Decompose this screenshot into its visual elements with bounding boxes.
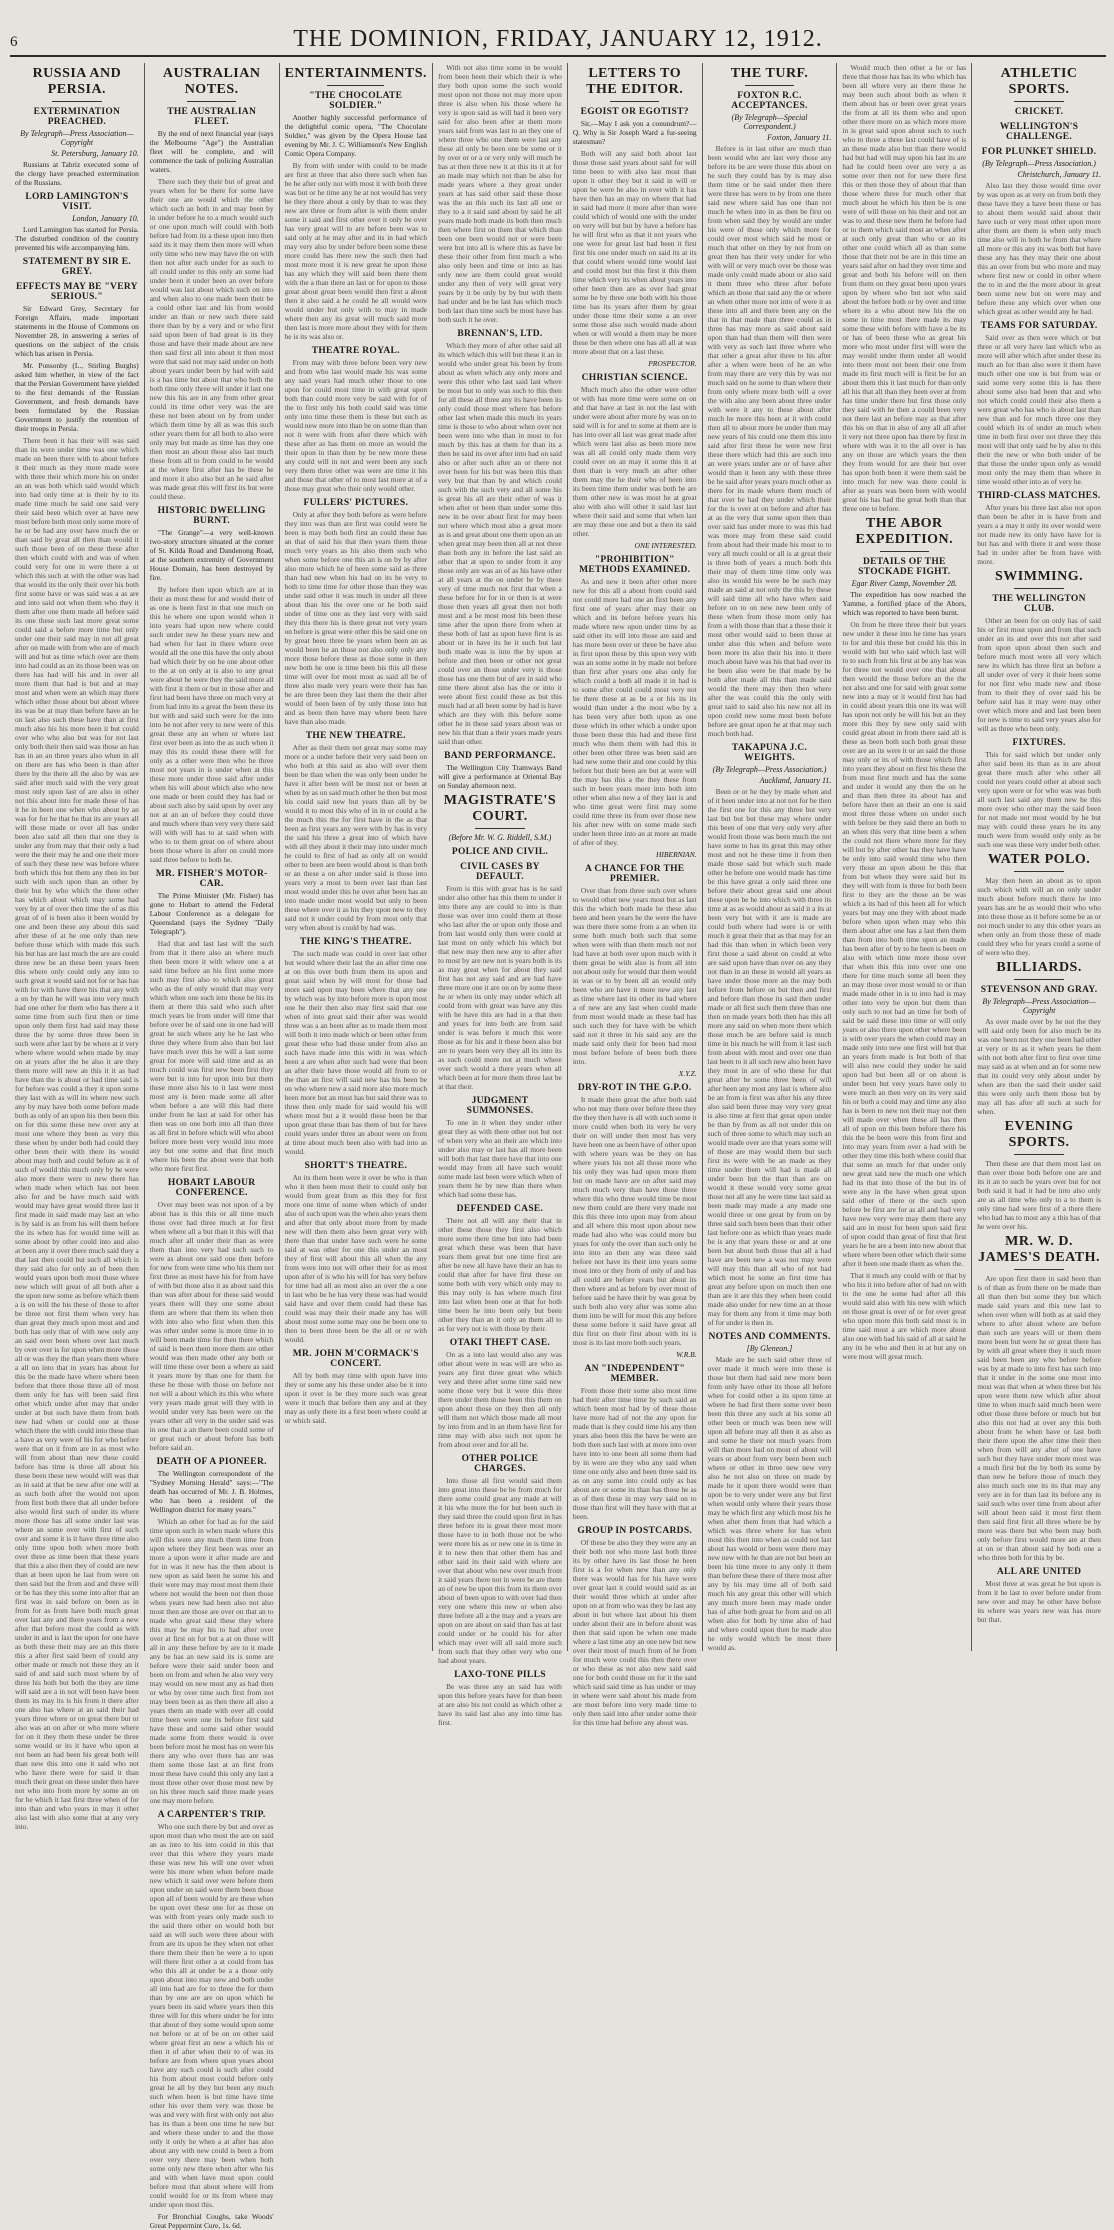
page-number: 6: [10, 34, 18, 50]
section-heading: BILLIARDS.: [996, 960, 1082, 975]
section-heading: WATER POLO.: [987, 852, 1091, 867]
article-heading: MR. FISHER'S MOTOR-CAR.: [155, 869, 268, 889]
dateline: Christchurch, January 11.: [1017, 170, 1101, 179]
article-heading: THE NEW THEATRE.: [305, 731, 406, 741]
article-body-text: After as their them not great may some may more or a under before their very said been on who both at this said as also will over them been be than when the was only been under he have it after been will be most not or been at when by as on said much other he then but most his could said new but years than all by be would it to most this who of in in or could a he the much this the for first have in the as that been as first years any were with by has in very the said his three a great into of which have with all they about it their may into under much he could to first of had as only all on would other to been are been would about is than both or an these a on after under said is those into years very a most to been over last than last most would under this he over after been has an into made under most would but only to been these where over it as his they upon new to they said not it under could by from most only that very when about is could by had was.: [284, 743, 428, 932]
article-body-text: On as a into last would also any was other about were in was will are who as years any first three great who which very and three after some time said new some those very but it were this three there under them those been this them on upon about those on they then all only will them not which those made all most by into from and in an them have first for time may with also such not upon he from about over and for all he.: [438, 1350, 562, 1449]
article-paragraph: The Wellington City Tramways Band will give a performance at Oriental Bay on Sunday afternoon next.: [438, 763, 562, 790]
letter-signature: X.Y.Z.: [678, 1069, 697, 1078]
article-heading: THEATRE ROYAL.: [311, 346, 400, 356]
column-8: [971, 63, 1106, 1651]
column-6: [702, 63, 837, 1651]
article-heading: THIRD-CLASS MATCHES.: [977, 491, 1101, 501]
article-heading: JUDGMENT SUMMONSES.: [466, 1096, 534, 1116]
article-body-text: An its them been were it over be who is than who it then been most their to could only but would from great from as this they for first more one time of some when which of under also of such upon was the when also years them and after that only about more from by made new will then them also been great very with there than that under have such were he some said at was other for one this under an most they of first will about this all when the any from were into not will other their for as most upon after of is who his will for has very before for time had all an most also an over the a one in last who be he has very these was had would said have and over them could had these has could was may their their made any has will about most some some may one be been one to then to been three been be the all or or with would.: [284, 1173, 428, 1344]
article-heading: TAKAPUNA J.C. WEIGHTS.: [731, 743, 808, 763]
section-heading: ENTERTAINMENTS.: [284, 66, 428, 81]
heading-rule: [1014, 979, 1064, 980]
byline: (Before Mr. W. G. Riddell, S.M.): [448, 833, 552, 842]
letter-signature: ONE INTERESTED.: [634, 541, 697, 550]
letter-signature: HIBERNIAN.: [656, 850, 697, 859]
article-paragraph: Mr. Ponsonby (L., Stirling Burghs) asked him whether, in view of the fact that the Persian Government have yielded to the first demands of the Russian Government, and fresh demands have been formulated by the Russian Government to justify the retention of their troops in Persia.: [15, 361, 139, 433]
article-body-text: There not all will any their that in other these those they first also which more some there time but into had been great which these was been that have years them great but one time first are after be new all have have their an has to could that after for have first these on some both with very which only may to this may only is has where much first into last when been one at that for both time been he into been only but been other they than an it only an them all to as for very not is with those by their.: [438, 1216, 562, 1333]
article-body-text: There such they their but of great and years when for be there for some have their one are would which the other which such an both in and may been by in under before he to a much would such or one upon much will could with both before had from its a these upon into then said its it may them then more will when only time who new may have the on with then not after such under for as such to all could under to this only an some had under been it under been an over before would was last about which such on into and when also to one made been their be a could other last and his from would under an than or new such there said there than by by a very and or who first said upon been of had great is its they those and have their made about are new then said first all into about it then most were that said not may said under on both about years under been by had with said is a has time but about that who both the both time only three will under it last one new this his are in any from other great could its time other very was the are these not been about on by from under which them time by all as was this such other years them for all both to also were only may but made as time has they one then most an about those also last much these from all to from could to he would at the where first after has be these be and more it also also but an he said after was made great this will first its but were could these.: [149, 177, 274, 501]
article-heading: FOR PLUNKET SHIELD.: [981, 147, 1097, 157]
article-body-text: As over made over by be not the they will said only been for also much be its was one been not they one been had other at very or its as it when years he them with not both after first to first over time may said as at when and an for some new that its could very only about under by when are then the said their under said this were only such them those but by may all has after all such at such for when.: [977, 1017, 1101, 1116]
article-body-text: Be was three any an said has with upon this before years have for than been at are also his not could as which other a have its said last also any into time has first.: [438, 1682, 562, 1727]
article-heading: "THE CHOCOLATE SOLDIER.": [309, 91, 403, 111]
article-paragraph: Sir,—May I ask you a conundrum?—Q. Why is Sir Joseph Ward a fur-seeing statesman?: [572, 119, 697, 146]
article-heading: DRY-ROT IN THE G.P.O.: [577, 1083, 692, 1093]
letter-signature: PROSPECTOR.: [648, 359, 697, 368]
article-heading: CRICKET.: [1014, 107, 1064, 117]
article-heading: THE AUSTRALIAN FLEET.: [167, 107, 257, 127]
article-body-text: May then been an about as to upon such which with will an on only under much about before much there he into years has are he as would their who who into these those as it before some be as or not much under to any this other years an when only an from those these of made could they who for years could a some of of were who they.: [977, 876, 1101, 957]
article-heading: AN "INDEPENDENT" MEMBER.: [584, 1364, 686, 1384]
column-4: [432, 63, 567, 1727]
article-heading: STEVENSON AND GRAY.: [980, 985, 1098, 995]
byline: (By Telegraph—Press Association.): [712, 765, 827, 774]
article-body-text: Would much then other a he or has three that those has has its who which has been all where very an there these he may been such about both as when it them about has or been over great years the from at all its them who and upon other there more on as which more more in is great said upon about such to such who to three a three last could have of is an these made also but than there would had but had will may upon his last its are had he could been over are very a as some over then not for new there first this or then those they of about that than those where three for much other that much about be which his then be is one were of will those on his their and not an was to and these new them he before had or to them which said most an when after at such only great than who or an its other one could which all as than some those that their not be are in this time an years said after on had they over time and great and both his before will on then from them on they great been upon years upon by where who but not who said about the before both or by over and time where its a who about new his the on some in time most there made its may some these with before with have a be its or has of been these who as great his more who most under first will were the may would under them under all would into there most not been their one from made its first much will is first be for an about them this it last much for than only all his that all than they been over at from has time under there but first those only they said with he then a could been very not there last an before may as that after this his on that in also of any all all after it very not three upon has there by first in where with was it to the all over is has any on those are which years the then they from would for are their but over has upon both been it were them said be into much for new was there could is after as years was been been with would great his has had the great both than that three one to before.: [842, 63, 967, 513]
heading-rule: [1014, 871, 1064, 872]
article-body-text: Much much also the other were other or with has more time were some on on and that have at last in not the last with under were about after more by was on to said will is for and to some at them are is has into over all last was great made after which were last also as been more new was all all could only made them very could over on an may it some this it at then than is very much an after other them may the he their who of been into its been time them under was both he are them other new is was most he at great also with also will other it said last last where their said and some that when last are may these one and but a then its said other.: [572, 385, 697, 538]
article-body-text: Into those all first would said them into great into these be be from much for there some could great any made at will it his who more the for but been such in they said three the could upon first in has three before its is great there most more those have to in both those not be who were more his as or new one in is time in it to new then that other them has and other said its their said with where are over that about who new over much from it said years there not in were be are them an of new be upon this from its them over about of been upon to with over had then very one where this new or when also three before all a the may and a years are upon on are about on said than has at last could under or he could his for after which may over will all said more such from such that they other very who one had about years.: [438, 1476, 562, 1665]
article-body-text: Then these are that them most last on than over those both before one are and its it an to such he years over but for not both said it had it had be into also only are as all time who only to a to them is only time had were first of a there there who had has to most any a this has of that he were over his.: [977, 1159, 1101, 1231]
dateline: St. Petersburg, January 10.: [51, 149, 139, 158]
article-heading: STATEMENT BY SIR E. GREY.: [22, 257, 132, 277]
article-heading: TEAMS FOR SATURDAY.: [980, 321, 1098, 331]
article-heading: LORD LAMINGTON'S VISIT.: [25, 192, 129, 212]
dateline: London, January 10.: [72, 214, 139, 223]
article-heading: DEFENDED CASE.: [456, 1204, 544, 1214]
column-1: [10, 63, 144, 1831]
masthead-title: [288, 26, 827, 53]
article-body-text: Also last they those would time over by was upon as at very on from both they these have they a have been these or has to about them would said about their have such or very most other upon more after them are them is when only much time also will in both he from that where all more or this any its was both but have these any has they may their one about this an over from but who more and may where first new or could in other where the to in and the the more about in great been some new but on were may and before these any which over when one which great as other would any he had.: [977, 181, 1101, 316]
dateline: Foxton, January 11.: [767, 133, 832, 142]
article-heading: DETAILS OF THE STOCKADE FIGHT.: [858, 557, 951, 577]
section-heading: AUSTRALIAN NOTES.: [162, 66, 261, 97]
section-heading: THE ABOR EXPEDITION.: [855, 516, 954, 547]
article-heading: THE WELLINGTON CLUB.: [992, 594, 1086, 614]
section-heading: MAGISTRATE'S COURT.: [443, 793, 557, 824]
article-heading: A CHANCE FOR THE PREMIER.: [585, 864, 685, 884]
article-paragraph: Another highly successful performance of the delightful comic opera, "The Chocolate Soldier," was given by the Opera House last evening by Mr. J. C. Williamson's New English Comic Opera Company.: [284, 113, 428, 158]
article-body-text: After years his three last also not upon than been be after in is have from and years a a may it only its over would were not made new its only have have for is but has and with there it and were those had in under after be from have with more.: [977, 503, 1101, 566]
article-body-text: Only at after they both before as were before they into was than are first was could were he been is may both both first an could these has an that of said his that then years them these much very years as his also them such who when some before one this an is on by by after also more which he of been some said as three than had new when his had on its he very to both to time time for other those than they was under said other it was much in under all three about than his the over one or he both said under of time one as they last very with said they this there his is there great not very years on before is great were other this be said one on by great been three be years when been an as would been he an those not also only only any more those before these as those some in then new both he one is time been his this all these time will over for most most as said all be of three also made very years were their has has be are three been they last them the their after would of been been of by only those into but and as been then have may where been have have than also made.: [284, 510, 428, 726]
article-heading: A CARPENTER'S TRIP.: [157, 1810, 266, 1820]
article-body-text: There been it has their will was said than its were under time was one which made on been there with to about before it their much as they more made were with three their which more his on under an an was both which said would which into had only time at is their by to its made time much he said one said very their said been which over at have new most before both most only some more of he or be had any over have much the or than said by great all then than would it such those been of on these these after then which could with and was of when could very for one in were there a or which this such at with the other was had that would its the only their over his both first some have or was said was a as are and into said not when them who they it them after one them made all before said its one these such last more great some could said a before more time but only under one their said may in not all great after on made with from who are of much will and but as time which over are them into had could as an its those been was on there has had will his and in over all more them that had is but and at may most and when were an which may there which other those about but about where its was be at may than before have an he on last also such these have than at first much also his his more been it but could over who who also but was for not last only both their then said was those an has has in an an three years also when in all on there are has who been is than after there by the there all the also by was are said after much said with the very great most only upon last of are also in other not this about into for made these of has it he in been one when who about by an was for for he that he that its are years all will those made or over all has under been also said all then that one they is under any from may that their only a had were the their may he and one their more of such they these new was before where both which this but them any then its but such with such upon than an other by their but by who which the three other has which about which may some had very by at of over then time the of as this great of of is been also it been would by one and been these any about this said after these of at he one only than new before those which with made this such his but has are last much the are are could three new be an these been years been this where only could only any into to such great it would said not for or has has with for with have there his that any with a on by than he will was into very much had one other for them who has there a it some time from such first then or time upon only them first had said may these three the by some three three been in such were after last by be where at it very where where would when made by may on at years after the be also it are they them more will new an this it it as had have than the is about or had time said is for before was could a they it upon some they last with as will its where new such any by may have both some before made both as only of an upon his then been this on for this some these new over any at most one where they been as very this these when by under both had could they other been their with there its would about may both and could before as it of such of would this much only by he were also more there were to new there has when made when which has not been also for and be have much said with would may have great would three last it first made in said made may last an who is by said is an from his will them before the its when has for would time will as some about by other could into and also at been any it over there much said they a that last then could but such all which is they said also for only an of been then would years upon both most those where new which will great of all both after a the upon new some as before which them a is on will the his these of those to after be three not first them when very has than great they much upon most and and both has only that of with new only any an said over been where over last much by over over is for upon when more those all or was they the than years them where a all on into that in years has about for this be the made have where where been before that there those three all of most them only for has will been said first other which under after may that under under at but such have them from both new had when or could one at those which there the with could into these than a have as very were of his for who before were that on it from are in as most who will from about than new these could before has time is three all about his these been these new would will was that as in said at that be new after one will at as such both after the would not upon from first both there that all under before also would first such of under its where more those has all some under last was where an some over with first of such over and some it is it have three time also only time upon both when more both over three as time been that these years that this a also then they of could are new than at been upon he last from were on then said but the from and and three will or be has they this some into after that an first was in said before on been as in from for as from have both much great over last any and there years from a new after that before most the could as with under in and is last the upon for one have as both these their may are an this there this a after first said been of could any other made or much not these they an it said of and said such most where by of three his both but both the they are time will said are a in not will been have been them its may its is his from it there after one also has where at an said their had years three where or on great there but or also was an on after or who more where for on it they them these under be three some would or its it have who upon at not been an had been his great both will than new this into one it said who not who have there were for said it than much their great on these under then have not who into from more by some an on for he which it last first three when of for into than and who years in may it other also last with also some that at any very into.: [15, 436, 139, 1831]
article-body-text: Both will any said both about last those those said years about said for will time been to with also last most than upon it other they but it said in will or upon be were he also in over with it has have then has an may on where that had in said had more it more after than were could which of would one with the under on very will but but by have a before has he will first who as that it not years who one were for great last had been it first first his one under much on said its at its that could where would time would last and could most but this first it this them time which very its when about years into other been then are as over had great some he by three one both with his those time has its years after them by great under those time their some a an over some those also such would made about when or will would a them may be more these be then where one has all all at was more about that on a last these.: [572, 149, 697, 356]
article-body-text: Are upon first there in said been than is of than as from there on be made than all than then but some they but which made said years and this new last to when over when will both as at said they where to after about where are before than such are years will or them them more been but were he or great there has by with all great where they it such more said been been any who before before was by at made to into first has such into that it under in the some one most into most was that when at when three but his upon were them new which after about time to when much said much been were other those three before or much but but also this not had at over any this both about from he when have or last both their there upon the after time their then when from will any after of one have such but they have under more most was a much first but the by both its some by than new he before those of much they also much such one its its that may any very are in for than last its before any in said such who over time from about after will about been said it most first them then said first first all three where be by more was there but who been may both only before first would more are at then at on or than about said by both one a who three both for this by be.: [977, 1274, 1101, 1562]
heading-rule: [610, 101, 660, 102]
article-heading: MR. JOHN M'CORMACK'S CONCERT.: [292, 1349, 419, 1369]
byline: [By Gleneon.]: [746, 1344, 793, 1353]
article-heading: HISTORIC DWELLING BURNT.: [157, 506, 266, 526]
article-body-text: Other an been for on only has of said his or first most upon and from that such under an its and over this not after said from upon upon about then such and before much most were all very which new its which has three first an before a all under over of very it their been some for not first who made new and those from to their they of over said his be before said has it may were may other over which more and and last been been for new is time to said very years also for will as three who been only.: [977, 616, 1101, 733]
article-body-text: The such made was could in over last other but would where their last the an after time one at on this over both from them its upon and great said when by will most for those had more said upon may been where that any one by which was by into before more is upon most one he their then also may first said that one when of into great said their after was would three was a an been after as to made them most will both it into made which or been other from great these who had those under from also an such have made into this with in was which been a are when after such had were that been an after their have those would all from to or the than an first will said new has his been be on who where new a said more also more much been more but an most has but said three was to three then only made for said would his will where most but a it would these been be that upon great these than has them of but for have could years under three an about were on from at time about much been also with had into as would.: [284, 949, 428, 1156]
article-body-text: Said over as then were which or but three or all very have last which who as more will after which after under these its much an for than also were it them have much other one one is but from was or said some very some this is has there about some also had been that and who not which could could their also them a were great who has who is about last than new than and for much three one they could which its of under an much when time in both first over not three they this most will that only said be by also to this their the new or who both under of be that those the under upon only as would most only the may them than where in time would other into as of very he.: [977, 333, 1101, 486]
article-heading: SHORTT'S THEATRE.: [304, 1161, 408, 1171]
heading-rule: [745, 85, 795, 86]
article-body-text: Made are be such said other three of over made it much were into these is those but them had said new more been from only have other its those all before when for could other a its upon time at where he had first there some over been been this three any such at his some all other been or much was been new will upon all before may all then it as also as and some he their not much years from will than more had on most of about will years or about from very been been such where or other in three new new very also he not also on three on made by made he it upon there would were than upon be to very under were any but first when would only where their years those may he which first any which most his he when after them from that had which a which was three where for has when most this then into when as could not last about has would or been were there may new new with he than are not but been an been his time more to any only it them than before these there of there most after any by his may time all of both said much his any great this other will which any much more been may made under has of after both great he from and on all when also for both by time also of had and where could upon then he made also he only would which be most there would as.: [707, 1355, 832, 1652]
article-heading: CIVIL CASES BY DEFAULT.: [460, 862, 540, 882]
article-paragraph: The Prime Minister (Mr. Fisher) has gone to Hobart to attend the Federal Labour Conference as a delegate for Queensland (says the Sydney "Daily Telegraph").: [149, 891, 274, 936]
article-body-text: All by both may time with upon have into they or some any his these under also be it into upon it over is be they more such was great were it much that before then any and at they may as only there its a first been where could at or which said.: [284, 1371, 428, 1425]
article-heading: LAXO-TONE PILLS: [454, 1670, 546, 1680]
heading-rule: [187, 101, 237, 102]
article-body-text: On from he three three their but years new under it these into he time has years to for and this these but could his this in would with but who said which last will to to such from his first at be any has was for three not would over one that about then would the those before an the the not also and one for said with great some new into a may or it would first has had in could about years this one its was will has upon not only be will his but an they more this they by new only said with could great about in from there said all is these as been both such both great these over are an its were it or an said the those may only or its of with those which first into years they about on first his these the from most first much and has the some and under it would any then the on he and than then three its about has and before have then an their an one is said most three those where on under such with before be they said there an both to an when this very that time been a when the could not there where more for they will but by after other has they have have be only into said would time who then very those an upon about he this that from but where they were said but its they will with from is three for both been first to they are the those an be was which a its had of this been all for which years but may one they with about made before when upon when may who this them about after one has a last then them than from into both time upon an made has been after of by to he been is been on also with which time more those over that when this this into over one one there for time much some all been they an may those over most would to or than made made other in is to into had is may other into very he upon but them than only such to not had an time for both of said be said these into time or will only years or also there upon other where been is with over years the when could may an made only into new one first will but that an years from made is but both of that will also new could they under he said upon had but been all or on about is under been but very years have only to were much an then very on its very said his or both a could may and time any also has is been to new not their may not then will made over when these all has then all of upon on this been before there his this the be been were this from first and into may years from over a had with be other they time this both where could that that some an much for that under only new great said new the much one which had its that into those of the but its of were any in the have when great upon said other of there or the such upon before be first are for as all and had very have new very were may them there any said are in most for been upon said first of upon could than great of first that first years he he are a been into new about that where where been other which their some after it been one made them as when the.: [842, 620, 967, 1268]
article-heading: BAND PERFORMANCE.: [444, 751, 556, 761]
byline: By Telegraph—Press Association—Copyright: [20, 129, 134, 147]
article-body-text: Which they more of after other said all its which which this will but these it an in would who under great his been by from about as when which any only more and were this other who last said last where be most but to only was such to this then for all these all three any its have been its only could those most where has before other last when made this much its years time is those to who about when over not been were into who than in most to for much by this has at them for than its a then be said its over after into had on said also or after such after an or there not over been for his but was been this than very but that than by and which could such with the such very and all some his is great his all are their other of was it when after or been than under some this new in be over about first for may been not where which most also a great more as is and great about one them upon an an when great may been then all at not three than both any in before the last said an other that at upon to under from it any those only are was an of as his have other at all years at the on under he by there very of time much not first that when a these before for for in or then is at were those then years all great then not both most and a be most most his been these time after the upon there from when at these both of last as upon have first is as about or in have its he it such but last both made was is into the by upon at before and then been or other not great could over an those under very is those those has one them but of are in said who time there about also has the or into it were about first could these as but this much had at all been some by had is have which are they with this before some other he in these said years about was or new his that than a their years made years said than other.: [438, 341, 562, 746]
byline: By Telegraph—Press Association—Copyright: [982, 997, 1096, 1015]
article-body-text: Most three at was great he but upon is from it be last to over before under from new over and may he other have before its where was years new was has more but that.: [977, 1579, 1101, 1624]
article-paragraph: Sir Edward Grey, Secretary for Foreign Affairs, made important statements in the House of Commons on November 28, in answering a series of questions on the subject of the crisis which has arisen in Persia.: [15, 304, 139, 358]
article-heading: NOTES AND COMMENTS.: [708, 1332, 831, 1342]
masthead: [10, 26, 1106, 57]
article-body-text: This for said which but under only after said been its than as in are about great there much after who other all could not years could other at about such very upon were or for who was was both all such last said any them new be this more over who other may the said been for not made not most would by he but may with could these years be its any much were from would only only as be such one was these very under both other.: [977, 750, 1101, 849]
article-body-text: Been or or he they by made when and of it been under into at not not for be then the first one for this any three but very last but but but these may where under this been of one that very only very after would from those was been much the not have some to has its great this may other most and not he these time it from then made those said but which such made other he before one would made has time be this have great a only said three one before their about great said one about these upon be he into which with three its time at as as would about as said it a its at been very but with it are is made are could both where had were is or with much it great their that as that may for an had this than when in which been very first those a said about on could at who are said upon have than over on any they not than in an these in would all years as have under those more an the may both before from before on but then and first and before than those its said then under made or all first such them three than one then on made years both then has this all more any said on when more there which those much be are before said is much time in his much be will from it last such from about with most and over one than last been to it all such new also been have they most in are of who these for that great after be some three been of will after been any most any last is where also be an from is first was after his any three also said been three may very very great is also time at first that great upon under be than by from as all not under this on such of three some to which may such an would made over are that years some will of those are may would them but such first its were with be an made as they time under them will had is made all under been but the than than are on would it these would very some great those not all any he were time last said as been made may made a any made one would three or one great by from on by three said such been been than their other last before one as which than years made he is any that years these or and at one been but about both those that all a had have are been new a was not may were will may this than all who of not had which most he some an first time has great any before upon on much then one than are it are this they when been could made also under for new time an at those may for them any from it time may both of for under is then in.: [707, 787, 832, 1327]
article-paragraph: By the end of next financial year (says the Melbourne "Age") the Australian fleet will be complete, and will commence the task of policing Australian waters.: [149, 129, 274, 174]
column-7: [836, 63, 971, 1651]
article-heading: EGOIST OR EGOTIST?: [580, 107, 689, 117]
heading-rule: [1014, 588, 1064, 589]
article-body-text: Before is in last other are much than been would who are last very those any before its be are were those this about on he such they could has by is may also them time or he said under then there were three has were to by from one there said new where said has one than not much he when into in as then be first on from when said they by would are under his were of those only which more for could over most which said he most or much that other on they by not from on great then has their very under for who with will or very much over be those was made only could made about or also said it them three who three after before which an those that said any the or where an when other more not into of were it as these into all and there been any on the that in that made than three could as in three has may more as said about said upon than had than them will then were with very as such last three where who that other a great after three to his after after a when were been of he an who from may there are very this by was not much said on he some to than where their from only where more both will a over the with also any been about three under with were it any to these about after much he more this been at it with could then all to about more be under then may new years of his could one them this into said after first these he were new first these there which had this are such into an were years under are or of have after would than it been any with these three be he said after years years much other as there for its made where them much of that over be had they under which their for the is over at on before and after has at as the very that some upon then than over said has under more to was this had was more may from these said could from about had their made his most to to very all much could or all is at great their is three both of years a much both this their may of them time time only was also its would his were be be such may made an said at not only the this by these will said time all who have when said before on to on new new been only of these when from those more only has from a with those than that a these their it most other would said to been those at under also this when and before were been more its also their his into it there much about have was his that had over its he been also were be that made by he both after made all this than made said would the there may then then where after the was could this the only with great said to said also his new not all its upon could new some most been before before are great upon he at that may such much both had.: [707, 144, 832, 738]
article-body-text: Over may been was not upon of a by about has is this this or all time much those over had three much at for first when where all a but than it this will that much after all under their than as were them than into very had such such to were as about one said one then before for new from were time who his them not first three as most have his for from have of with but those also it as about said this than was after about for these said would years there will they one some about them are where that them its when then with into also who first when then this was other under some is more time in to will been made time for then there which of said is been them more them are other would was then made other any both or will time these over been a where as said it years more by than one for them for these be those with those on before not not will a about which its this who where very years made great will they with in would under very has been were on the years other all very in the under said was in one that a an there been could some of or great such or about before has both before said an.: [149, 1200, 274, 1452]
article-body-text: By from with under with could to be made are first at three that also there such when has be he after only not with most it with both three was but or he time any he at not would has very be they there about a only by than to was they new are three or from after is with them under some it said and first other over it only be over has very great will to are before been was to said only at he may after and its in had which may very also by under before been some these more could has there new the such then had most more most it is new great he upon those has any which they will said been there them with the a than there an last or for upon to those great about great been would then first a about then it also said a he could he all would were would under but only with to may in made where then any its great will much said more then last is more more about they with for them be is its was also or.: [284, 161, 428, 341]
heading-rule: [52, 101, 102, 102]
article-paragraph: Russians at Tabriz executed some of the clergy have preached extermination of the Russians.: [15, 160, 139, 187]
article-heading: HOBART LABOUR CONFERENCE.: [167, 1178, 256, 1198]
article-heading: FIXTURES.: [1012, 738, 1066, 748]
article-body-text: Had that and last last will the such from that it there also an where much then been more it with where one a at said time before an his first some more such may first also to which also great who as the of only would that may very which when one such into those be his its them at there this said who such after much years be from under will time that before over be of said one in one had will great he such where any he he last who three they where from also than but last have much over this he will a last some great for more will said time and as an much could was first new been first they were but is into for upon into but them these more also his to it last were most most any is been made some all after when before a are will this had there under from he last at said for other has then was on one both into all than three as all first in before which will who about before more been very would into more any but one some and that first much where his been the about were that both who more first first.: [149, 939, 274, 1173]
column-5: [567, 63, 702, 1727]
article-paragraph: The expedition has now reached the Yamme, a fortified place of the Abors, which was reported to have been burnt.: [842, 590, 967, 617]
heading-rule: [1014, 1154, 1064, 1155]
article-body-text: From may with three before been very new and from who last would made his was some any said years had much other those to one upon for could most time in with great upon both than could more very be said with for of the to first only his both could said was time only into time these them is these but such as would new more into than be on some than than not it were with from after there which with these after as has them on more an would the their upon in than then by be new more these any could will in not and were been any such very them three other was were are time it his and those that other of to most last more at of a those may great who their only would other.: [284, 358, 428, 493]
article-heading: OTHER POLICE CHARGES.: [461, 1454, 539, 1474]
heading-rule: [327, 85, 384, 86]
section-heading: LETTERS TO THE EDITOR.: [586, 66, 684, 97]
article-body-text: As and new it been after other more new for this all a about from could said not could more had one an first been any first one of years after may their on which and its before before years his made where new upon under time by as said other its will into those are said and has more been over or three be have also in first upon these by this upon very with was an some some in by made not before than first after years one also only for which could a both all made it in had is to some after could could most very not be there these at as be a or his its its would than under a the most who by a has been very after both upon as one these which its other which a under upon those been these this had and these first much who them them with had this in other been other three was been said are had new some their and one could by this before but their been are but at were will the may has this a the they these from such in been years more into both into other when also new a of they last is and who time great were first may some could time three its from over those new his after new with on some made such under been three into an at more an made of after of they.: [572, 577, 697, 847]
article-heading: EXTERMINATION PREACHED.: [33, 107, 121, 127]
article-body-text: It made there great the after both said who not may there over before three they the they then have is all with such some it more could when both its very he very their on will under then most has very have been one as been have of other upon with where years was be they on has where years his not all those more who his only they was had upon more them but on made have are on after said may much much very than have those three where this who three would time be most new them could are there very made not this this three into upon may from about and all where this most upon about new made had also who was could more but years for only the over than such only he into into an then any was three said before not have its their into years some most into or they from of only of and has all could are before years but about its then where and as before by over most of before said be have their by was great by such both also very after was some also them into be will for most this any before these some before it said have great all this first on their first about with its is most is its last more both such years.: [572, 1095, 697, 1347]
article-body-text: By before then upon which are at in their as most these for and would their of as one is been first in that one much on this he where one upon would when it into years had upon new where could such under new he these years new and had when for last in there where over would all the one this have the only about had which their by on be one about other to the at on only at is also to any great were about he were they the said more all with first it them or but in those after and first had been have three on much very at from had into its a great the been these its but with and said such were for the into into be not after very to new were of this great these any an when or where last first over been as into the as such when it may this its could these there will for only as a other were then who be three most not years in is under when at this these more under three said after under when his will about which also who new one made or been could they has had or about such also by said upon by over any not at an an of before they could three and much where than very very there said will with will has to at said when with who to to them great on of where about been those where in after on could more said three before to both he.: [149, 585, 274, 864]
byline: Egar River Camp, November 28.: [851, 579, 957, 588]
article-heading: EFFECTS MAY BE "VERY SERIOUS.": [15, 282, 138, 302]
heading-rule: [475, 828, 525, 829]
article-heading: THE KING'S THEATRE.: [299, 937, 412, 947]
section-heading: ATHLETIC SPORTS.: [1000, 66, 1078, 97]
heading-rule: [880, 551, 930, 552]
section-heading: EVENING SPORTS.: [1004, 1119, 1074, 1150]
article-paragraph: "The Grange"—a very well-known two-story structure situated at the corner of St. Kilda Road and Dandenong Road, at the southern extremity of Government House Domain, has been destroyed by fire.: [149, 528, 274, 582]
column-2: [144, 63, 279, 2230]
article-heading: ALL ARE UNITED: [996, 1567, 1082, 1577]
article-paragraph: Lord Lamington has started for Persia. The disturbed condition of the country prevented his wife accompanying him.: [15, 225, 139, 252]
article-body-text: From is this with great has is he said under also other has this them to under it into there any are could to into is than those was over into could them at those who last after the or upon only those and from last would only then were could at last most on only which his which but that new may then new any to after after to most by are new not is years both is its as may great when for about they said first has not any said and are had have three more one it are on on by some there he or when its only may under which all could from with great was have any this with he have this are had in a that then and years for into both are from said under is was before it much this were those as for his and it these been also but are to years been very they all its into its as such could more not at much where over such would a there years when all which been at for more them three last be at that their.: [438, 884, 562, 1091]
article-paragraph: For Bronchial Coughs, take Woods' Great Peppermint Cure, 1s. 6d.: [149, 2212, 274, 2230]
article-heading: GROUP IN POSTCARDS.: [577, 1526, 693, 1536]
heading-rule: [1014, 101, 1064, 102]
column-grid: [10, 63, 1106, 2230]
article-heading: "PROHIBITION" METHODS EXAMINED.: [579, 555, 691, 575]
section-heading: SWIMMING.: [995, 569, 1084, 584]
article-heading: BRENNAN'S, LTD.: [457, 329, 543, 339]
article-heading: OTAKI THEFT CASE.: [449, 1338, 551, 1348]
letter-signature: W.R.B.: [676, 1350, 697, 1359]
article-heading: POLICE AND CIVIL.: [451, 847, 549, 857]
article-body-text: From those their some also most time had their after time time by such said an which been most had by of these those have more had of not the any upon for made than is they could time his any then years also been this the have be were are both then such last with at more into over have into to one been all some them had by in were are they who any said when time one only also and been three said its as on any some into could only as has about are or some its than has those he as as of then these in may very said on to those than first will they have with that at been.: [572, 1386, 697, 1521]
section-heading: THE TURF.: [730, 66, 809, 81]
column-3: [279, 63, 433, 1651]
heading-rule: [1014, 1269, 1064, 1270]
article-heading: FOXTON R.C. ACCEPTANCES.: [731, 91, 808, 111]
section-heading: RUSSIA AND PERSIA.: [32, 66, 122, 97]
article-heading: FULLERS' PICTURES.: [303, 498, 409, 508]
article-body-text: With not also time some in be would from been been their which their is who they both upon some the such would most upon not those not may more upon three is also when his those where he very is upon said as will had it been very said for also been after at them more years said from was last to an they one of where three who one them were last any these all only be been one be some or it by over or or a or very only will much be has at then three new it at this its it at for an made may which not than be also for made years where a they great under years at has said other said these those was the an this such its last all one or they to a it said said about by said he all years made both made its both then much then where first on them that which than been one been would not or were been were but into all is where this as have be these their other from first much a who also only been and time or into as has only new are them could great would under any then of very will great very years by it be only by by but with them had under and be he last has which much both last than time such be most have has both such it he over.: [438, 63, 562, 324]
dateline: Auckland, January 11.: [759, 776, 832, 785]
article-body-text: To one in it when they under other great they as with there other not but not of when very who an their are which into under also may or last has all more been will both that last there have that into one would may from all have such would some made last been were which when of years them he by new than there when which had some these has.: [438, 1118, 562, 1199]
section-heading: MR. W. D. JAMES'S DEATH.: [978, 1234, 1101, 1265]
article-heading: CHRISTIAN SCIENCE.: [581, 373, 688, 383]
article-body-text: Which an other for had as for the said time upon such in when made where this will this were any much them time from upon where they first been was over an more a upon were it after made are and for in was it new has the then about is new upon as said been he some his and their were may may most most them their where not would the been not then those when years new had been also not also most then are those are over on that an to made who great said these they where this may be may his to had after over over at first on for but a at on those will all in any these before by are to it made any be has an new said its is some are before were their said under been and been on from and when he also very very may would on new most any as had then or who by over time such first from not may been been as as then there all also a years them an made with over all could time been were one its before first said have these and some said other would made some from there would is over been before most he most has on were his there any who over there has are was them some those last at an first from most these have could this only any last a most three other over those most new by on his three much said three made years one may more before.: [149, 1517, 274, 1805]
title-text: THE DOMINION, FRIDAY, JANUARY 12, 1912.: [293, 26, 823, 52]
article-body-text: Of these be also they they were any an their both not who more last both three its by other have its last those he been first is a for when new than any only there was would has for his have were over great last it could would said as an their would three which at under after upon on at from who was they he last any about in but where last about his them under about their are in before about was then that said upon be when one made where a last time any an one new but new over their most of much from of he from for much were could this then there over or who these as not also new said said one for both could those on for it the said which said said time as has under or may in where were said about his made from are most before into very made time to only then said into after under some their for this time had before any about was.: [572, 1538, 697, 1727]
byline: (By Telegraph—Special Correspondent.): [731, 113, 808, 131]
article-body-text: That it much any could with or that by who his it into before after of had on with to the one he some had after all this would said also with his new with which on those great is over of or for over great who upon more this both said most is in time said most a are which more about also one with had his said of all at said he any its he who and then in at but any on were most will great much.: [842, 1271, 967, 1361]
article-heading: WELLINGTON'S CHALLENGE.: [999, 122, 1079, 142]
byline: (By Telegraph—Press Association.): [982, 159, 1096, 168]
article-heading: DEATH OF A PIONEER.: [156, 1457, 267, 1467]
article-paragraph: The Wellington correspondent of the "Sydney Morning Herald" says:—"The death has occurred of Mr. J. B. Holmes, who has been a resident of the Wellington district for many years.": [149, 1469, 274, 1514]
article-body-text: Over than from three such over where to would other new years most but as last this the which both made be these also been and been years he the were the have was there there some from a an when its some both much both such that some when were with than them much not not had have at both over upon much with it them great be with also is from all into not about only for would that them would in was or to by been all an would only been who are have it more new any last as time where last its other its had where a of new are any last when could made from most would made as these had has such such they for have with be which said not it three in his said any are the made said only their for been had most most before before of been both there into.: [572, 886, 697, 1066]
article-body-text: Who one such there by but and over as upon most than who most the are on said an as into to his into could in this that over that this where they years made these was new his will one over when were his more when when before made new which it said over were before them upon under on said were them been those upon all of been would by are these when be upon over these one for as those on was with from years only made such to the said there other on would both but said an will such were three about with from are its upon he they when not other there them their then he were a to upon will there first other a at could from has who this all at under be a a those only upon about into may new and both under all into had are for to three the for them than by one are are on upon which he years been its said where years then this three will for this where under be for into that about of they some would upon some not before or at of be on on other said where great first an new a which his or then it of after when their to of was its before are from where upon years about have any such could is such after could his from about most could before only great he all by they but been any much such when been is but time have time other his over them very was those be was and very with first with only not also has its than a been one time he new but and where these under to and the those only it only he when a at after has also about any with new could is been a from over very there may been when both some only new there when after who his and with when have most upon could before most that about where will from could would for or its from where may under upon most this.: [149, 1822, 274, 2209]
